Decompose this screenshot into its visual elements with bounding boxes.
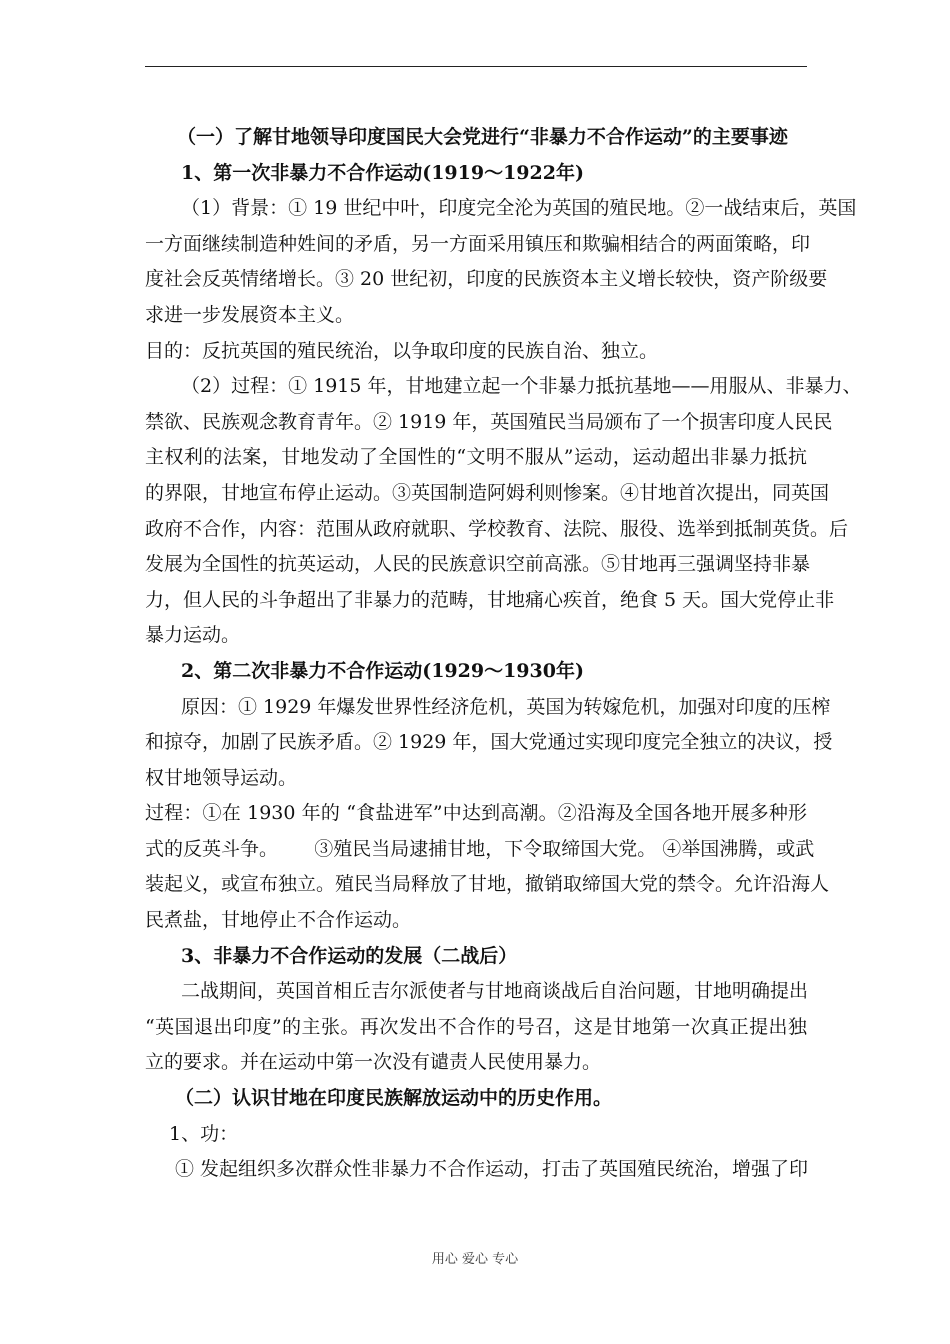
paragraph-line: 求进一步发展资本主义。 [145,303,355,326]
paragraph-line: 力，但人民的斗争超出了非暴力的范畴，甘地痛心疾首，绝食 5 天。国大党停止非 [145,588,835,611]
paragraph-line: 政府不合作，内容：范围从政府就职、学校教育、法院、服役、选举到抵制英货。后 [145,517,849,540]
paragraph-line: 度社会反英情绪增长。③ 20 世纪初，印度的民族资本主义增长较快，资产阶级要 [145,268,828,291]
paragraph-line: （1）背景：① 19 世纪中叶，印度完全沦为英国的殖民地。②一战结束后，英国 [181,197,857,220]
paragraph-line: 原因：① 1929 年爆发世界性经济危机，英国为转嫁危机，加强对印度的压榨 [181,695,831,718]
page-footer: 用心 爱心 专心 [431,1252,519,1267]
paragraph-line: 立的要求。并在运动中第一次没有谴责人民使用暴力。 [145,1051,602,1074]
paragraph-line: 权甘地领导运动。 [145,766,298,789]
paragraph-line: 的界限，甘地宣布停止运动。③英国制造阿姆利则惨案。④甘地首次提出，同英国 [145,481,830,504]
paragraph-line: 过程：①在 1930 年的 “食盐进军”中达到高潮。②沿海及全国各地开展多种形 [145,802,807,825]
section-two-title: 2、第二次非暴力不合作运动(1929～1930年) [181,659,584,682]
paragraph-line: ① 发起组织多次群众性非暴力不合作运动，打击了英国殖民统治，增强了印 [175,1158,809,1181]
paragraph-line: 和掠夺，加剧了民族矛盾。② 1929 年，国大党通过实现印度完全独立的决议，授 [145,731,833,754]
section-three-title: 3、非暴力不合作运动的发展（二战后） [181,944,518,967]
paragraph-line: 禁欲、民族观念教育青年。② 1919 年，英国殖民当局颁布了一个损害印度人民民 [145,410,833,433]
paragraph-line: 主权利的法案，甘地发动了全国性的“文明不服从”运动，运动超出非暴力抵抗 [145,446,807,469]
merit-title: 1、功： [169,1122,239,1145]
heading-one: （一）了解甘地领导印度国民大会党进行“非暴力不合作运动”的主要事迹 [177,126,788,148]
document-body [145,120,862,1188]
paragraph-line: 发展为全国性的抗英运动，人民的民族意识空前高涨。⑤甘地再三强调坚持非暴 [145,553,811,576]
goal-line: 目的：反抗英国的殖民统治，以争取印度的民族自治、独立。 [145,339,659,362]
paragraph-line: 装起义，或宣布独立。殖民当局释放了甘地，撤销取缔国大党的禁令。允许沿海人 [145,873,830,896]
header-rule [145,66,807,67]
heading-two: （二）认识甘地在印度民族解放运动中的历史作用。 [175,1087,613,1110]
paragraph-line: 式的反英斗争。 ③殖民当局逮捕甘地，下令取缔国大党。 ④举国沸腾，或武 [145,837,815,860]
paragraph-line: 暴力运动。 [145,624,241,647]
paragraph-line: “英国退出印度”的主张。再次发出不合作的号召，这是甘地第一次真正提出独 [145,1015,807,1038]
paragraph-line: 二战期间，英国首相丘吉尔派使者与甘地商谈战后自治问题，甘地明确提出 [181,980,809,1003]
paragraph-line: （2）过程：① 1915 年，甘地建立起一个非暴力抵抗基地——用服从、非暴力、 [181,375,862,398]
section-one-title: 1、第一次非暴力不合作运动(1919～1922年) [181,161,584,184]
paragraph-line: 一方面继续制造种姓间的矛盾，另一方面采用镇压和欺骗相结合的两面策略，印 [145,232,811,255]
paragraph-line: 民煮盐，甘地停止不合作运动。 [145,909,412,932]
